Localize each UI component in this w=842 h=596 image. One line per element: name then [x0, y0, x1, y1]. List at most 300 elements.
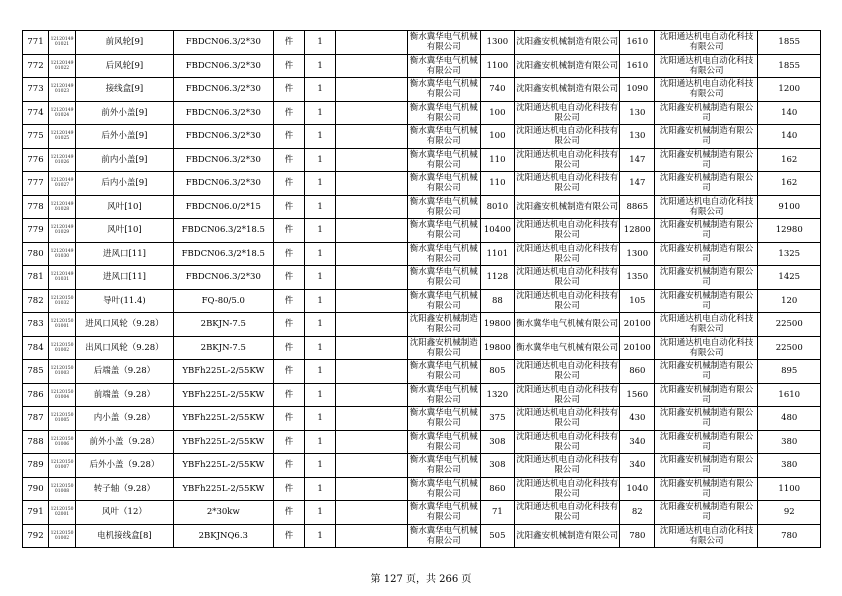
table-row — [23, 454, 821, 478]
row-number: 776 — [23, 148, 49, 172]
item-unit: 件 — [273, 501, 304, 525]
blank-cell — [336, 477, 408, 501]
row-number: 792 — [23, 524, 49, 548]
item-spec: FBDCN06.3/2*30 — [173, 172, 273, 196]
price-3: 162 — [758, 172, 821, 196]
price-3: 380 — [758, 454, 821, 478]
price-3: 780 — [758, 524, 821, 548]
row-number: 789 — [23, 454, 49, 478]
item-name: 转子轴（9.28） — [76, 477, 174, 501]
material-code: 12120150 01002 — [49, 336, 76, 360]
price-1: 110 — [480, 172, 514, 196]
supplier-2: 沈阳通达机电自动化科技有限公司 — [516, 243, 619, 264]
supplier-1: 沈阳鑫安机械制造有限公司 — [407, 313, 480, 337]
blank-cell — [336, 407, 408, 431]
item-qty: 1 — [304, 78, 335, 102]
price-3: 895 — [758, 360, 821, 384]
table-body — [23, 31, 821, 548]
item-name: 后内小盖[9] — [76, 172, 174, 196]
item-name: 后外小盖（9.28） — [76, 454, 174, 478]
price-3: 1100 — [758, 477, 821, 501]
item-name: 导叶(11.4) — [76, 289, 174, 313]
supplier-2: 沈阳通达机电自动化科技有限公司 — [516, 102, 619, 123]
material-code: 12120150 01006 — [49, 430, 76, 454]
item-qty: 1 — [304, 125, 335, 149]
price-3: 120 — [758, 289, 821, 313]
blank-cell — [336, 101, 408, 125]
item-spec: YBFh225L-2/55KW — [173, 407, 273, 431]
page-number: 第 127 页，共 266 页 — [370, 574, 472, 585]
item-name: 内小盖（9.28） — [76, 407, 174, 431]
blank-cell — [336, 383, 408, 407]
item-qty: 1 — [304, 195, 335, 219]
item-qty: 1 — [304, 501, 335, 525]
price-2: 147 — [620, 148, 655, 172]
price-3: 22500 — [758, 313, 821, 337]
price-1: 1128 — [480, 266, 514, 290]
item-name: 前内小盖[9] — [76, 148, 174, 172]
item-spec: FBDCN06.3/2*30 — [173, 125, 273, 149]
item-spec: 2BKJN-7.5 — [173, 313, 273, 337]
price-3: 140 — [758, 101, 821, 125]
item-unit: 件 — [273, 101, 304, 125]
price-2: 130 — [620, 125, 655, 149]
price-3: 1855 — [758, 54, 821, 78]
row-number: 773 — [23, 78, 49, 102]
table-row — [23, 360, 821, 384]
item-name: 前外小盖（9.28） — [76, 430, 174, 454]
item-unit: 件 — [273, 430, 304, 454]
price-2: 130 — [620, 101, 655, 125]
supplier-1: 衡水冀华电气机械有限公司 — [407, 501, 480, 525]
row-number: 777 — [23, 172, 49, 196]
row-number: 781 — [23, 266, 49, 290]
supplier-1: 衡水冀华电气机械有限公司 — [407, 172, 480, 196]
item-spec: FBDCN06.3/2*18.5 — [173, 219, 273, 243]
supplier-1: 衡水冀华电气机械有限公司 — [407, 195, 480, 219]
table-row — [23, 125, 821, 149]
item-unit: 件 — [273, 313, 304, 337]
item-spec: FQ-80/5.0 — [173, 289, 273, 313]
price-2: 20100 — [620, 336, 655, 360]
price-3: 1855 — [758, 31, 821, 55]
material-code: 12120150 01007 — [49, 454, 76, 478]
row-number: 779 — [23, 219, 49, 243]
supplier-2: 沈阳通达机电自动化科技有限公司 — [516, 361, 619, 382]
supplier-3: 沈阳鑫安机械制造有限公司 — [655, 407, 758, 431]
row-number: 790 — [23, 477, 49, 501]
material-code: 12120149 01026 — [49, 148, 76, 172]
item-qty: 1 — [304, 101, 335, 125]
supplier-2: 沈阳通达机电自动化科技有限公司 — [516, 502, 619, 523]
price-2: 1610 — [620, 31, 655, 55]
item-unit: 件 — [273, 383, 304, 407]
price-2: 340 — [620, 454, 655, 478]
supplier-2: 沈阳通达机电自动化科技有限公司 — [516, 431, 619, 452]
supplier-3: 沈阳鑫安机械制造有限公司 — [655, 501, 758, 525]
item-qty: 1 — [304, 383, 335, 407]
blank-cell — [336, 336, 408, 360]
blank-cell — [336, 524, 408, 548]
supplier-3: 沈阳鑫安机械制造有限公司 — [655, 266, 758, 290]
blank-cell — [336, 195, 408, 219]
price-2: 20100 — [620, 313, 655, 337]
price-3: 1425 — [758, 266, 821, 290]
item-name: 出风口风轮（9.28） — [76, 336, 174, 360]
supplier-1: 衡水冀华电气机械有限公司 — [407, 54, 480, 78]
row-number: 780 — [23, 242, 49, 266]
price-2: 1350 — [620, 266, 655, 290]
table-row — [23, 313, 821, 337]
supplier-2: 沈阳通达机电自动化科技有限公司 — [516, 126, 619, 147]
item-qty: 1 — [304, 407, 335, 431]
price-1: 10400 — [480, 219, 514, 243]
material-code: 12120149 01025 — [49, 125, 76, 149]
item-unit: 件 — [273, 360, 304, 384]
blank-cell — [336, 219, 408, 243]
supplier-2: 沈阳通达机电自动化科技有限公司 — [516, 290, 619, 311]
item-spec: FBDCN06.3/2*30 — [173, 54, 273, 78]
supplier-3: 沈阳鑫安机械制造有限公司 — [655, 383, 758, 407]
item-name: 后端盖（9.28） — [76, 360, 174, 384]
item-qty: 1 — [304, 360, 335, 384]
supplier-3: 沈阳通达机电自动化科技有限公司 — [655, 78, 758, 102]
item-spec: FBDCN06.3/2*30 — [173, 31, 273, 55]
item-spec: YBFh225L-2/55KW — [173, 360, 273, 384]
price-1: 19800 — [480, 336, 514, 360]
price-2: 1560 — [620, 383, 655, 407]
blank-cell — [336, 454, 408, 478]
item-name: 后风轮[9] — [76, 54, 174, 78]
item-spec: FBDCN06.3/2*30 — [173, 101, 273, 125]
price-1: 308 — [480, 454, 514, 478]
item-spec: FBDCN06.3/2*30 — [173, 78, 273, 102]
item-spec: YBFh225L-2/55KW — [173, 477, 273, 501]
item-spec: FBDCN06.0/2*15 — [173, 195, 273, 219]
supplier-1: 衡水冀华电气机械有限公司 — [407, 477, 480, 501]
row-number: 788 — [23, 430, 49, 454]
supplier-2: 沈阳鑫安机械制造有限公司 — [515, 78, 620, 102]
supplier-3: 沈阳通达机电自动化科技有限公司 — [655, 54, 758, 78]
item-unit: 件 — [273, 78, 304, 102]
price-2: 780 — [620, 524, 655, 548]
item-name: 进风口[11] — [76, 242, 174, 266]
table-row — [23, 524, 821, 548]
price-2: 82 — [620, 501, 655, 525]
table-row — [23, 430, 821, 454]
supplier-3: 沈阳鑫安机械制造有限公司 — [655, 125, 758, 149]
blank-cell — [336, 266, 408, 290]
item-spec: YBFh225L-2/55KW — [173, 430, 273, 454]
blank-cell — [336, 78, 408, 102]
price-3: 480 — [758, 407, 821, 431]
supplier-2: 衡水冀华电气机械有限公司 — [515, 336, 620, 360]
item-spec: YBFh225L-2/55KW — [173, 383, 273, 407]
supplier-3: 沈阳通达机电自动化科技有限公司 — [655, 336, 758, 360]
price-1: 308 — [480, 430, 514, 454]
supplier-3: 沈阳鑫安机械制造有限公司 — [655, 101, 758, 125]
supplier-3: 沈阳鑫安机械制造有限公司 — [655, 454, 758, 478]
table-row — [23, 54, 821, 78]
price-3: 140 — [758, 125, 821, 149]
blank-cell — [336, 31, 408, 55]
blank-cell — [336, 242, 408, 266]
item-name: 风叶[10] — [76, 195, 174, 219]
material-code: 12120149 01021 — [49, 31, 76, 55]
item-qty: 1 — [304, 54, 335, 78]
blank-cell — [336, 125, 408, 149]
supplier-2: 沈阳通达机电自动化科技有限公司 — [516, 384, 619, 405]
price-3: 12980 — [758, 219, 821, 243]
price-1: 71 — [480, 501, 514, 525]
supplier-2: 沈阳通达机电自动化科技有限公司 — [516, 455, 619, 476]
price-1: 740 — [480, 78, 514, 102]
supplier-3: 沈阳通达机电自动化科技有限公司 — [655, 195, 758, 219]
item-spec: FBDCN06.3/2*30 — [173, 148, 273, 172]
item-qty: 1 — [304, 313, 335, 337]
material-code: 12120149 01029 — [49, 219, 76, 243]
item-name: 前端盖（9.28） — [76, 383, 174, 407]
item-unit: 件 — [273, 242, 304, 266]
item-spec: 2BKJNQ6.3 — [173, 524, 273, 548]
item-unit: 件 — [273, 477, 304, 501]
item-unit: 件 — [273, 172, 304, 196]
supplier-1: 衡水冀华电气机械有限公司 — [407, 454, 480, 478]
table-row — [23, 78, 821, 102]
row-number: 791 — [23, 501, 49, 525]
price-1: 8010 — [480, 195, 514, 219]
blank-cell — [336, 313, 408, 337]
supplier-3: 沈阳通达机电自动化科技有限公司 — [655, 31, 758, 55]
material-code: 12120150 01003 — [49, 360, 76, 384]
price-2: 1610 — [620, 54, 655, 78]
item-name: 进风口[11] — [76, 266, 174, 290]
price-2: 430 — [620, 407, 655, 431]
supplier-2: 沈阳鑫安机械制造有限公司 — [515, 54, 620, 78]
price-2: 1090 — [620, 78, 655, 102]
supplier-3: 沈阳通达机电自动化科技有限公司 — [655, 313, 758, 337]
supplier-1: 衡水冀华电气机械有限公司 — [407, 289, 480, 313]
supplier-1: 沈阳鑫安机械制造有限公司 — [407, 336, 480, 360]
item-spec: FBDCN06.3/2*18.5 — [173, 242, 273, 266]
row-number: 784 — [23, 336, 49, 360]
supplier-2: 沈阳通达机电自动化科技有限公司 — [516, 478, 619, 499]
supplier-1: 衡水冀华电气机械有限公司 — [407, 430, 480, 454]
supplier-1: 衡水冀华电气机械有限公司 — [407, 242, 480, 266]
item-qty: 1 — [304, 172, 335, 196]
item-qty: 1 — [304, 266, 335, 290]
price-1: 375 — [480, 407, 514, 431]
item-unit: 件 — [273, 289, 304, 313]
material-code: 12120150 01032 — [49, 289, 76, 313]
item-name: 风叶[10] — [76, 219, 174, 243]
row-number: 787 — [23, 407, 49, 431]
material-code: 12120150 01008 — [49, 477, 76, 501]
price-1: 805 — [480, 360, 514, 384]
price-3: 22500 — [758, 336, 821, 360]
price-comparison-table — [22, 30, 821, 548]
item-spec: 2BKJN-7.5 — [173, 336, 273, 360]
price-1: 860 — [480, 477, 514, 501]
row-number: 785 — [23, 360, 49, 384]
material-code: 12120149 01022 — [49, 54, 76, 78]
item-name: 进风口风轮（9.28） — [76, 313, 174, 337]
supplier-3: 沈阳鑫安机械制造有限公司 — [655, 242, 758, 266]
row-number: 775 — [23, 125, 49, 149]
price-2: 340 — [620, 430, 655, 454]
blank-cell — [336, 148, 408, 172]
item-qty: 1 — [304, 477, 335, 501]
supplier-3: 沈阳鑫安机械制造有限公司 — [655, 219, 758, 243]
supplier-2: 沈阳通达机电自动化科技有限公司 — [516, 173, 619, 194]
item-unit: 件 — [273, 336, 304, 360]
item-unit: 件 — [273, 454, 304, 478]
price-3: 9100 — [758, 195, 821, 219]
supplier-2: 沈阳通达机电自动化科技有限公司 — [516, 267, 619, 288]
item-qty: 1 — [304, 430, 335, 454]
item-qty: 1 — [304, 242, 335, 266]
price-3: 1200 — [758, 78, 821, 102]
item-unit: 件 — [273, 125, 304, 149]
blank-cell — [336, 430, 408, 454]
table-row — [23, 477, 821, 501]
row-number: 783 — [23, 313, 49, 337]
price-3: 380 — [758, 430, 821, 454]
price-3: 162 — [758, 148, 821, 172]
supplier-2: 沈阳通达机电自动化科技有限公司 — [516, 220, 619, 241]
material-code: 12120150 01002 — [49, 524, 76, 548]
supplier-1: 衡水冀华电气机械有限公司 — [407, 101, 480, 125]
price-2: 105 — [620, 289, 655, 313]
material-code: 12120149 01030 — [49, 242, 76, 266]
blank-cell — [336, 289, 408, 313]
supplier-1: 衡水冀华电气机械有限公司 — [407, 266, 480, 290]
item-spec: FBDCN06.3/2*30 — [173, 266, 273, 290]
table-row — [23, 407, 821, 431]
material-code: 12120149 01023 — [49, 78, 76, 102]
material-code: 12120150 02001 — [49, 501, 76, 525]
item-qty: 1 — [304, 289, 335, 313]
price-2: 1040 — [620, 477, 655, 501]
table-row — [23, 101, 821, 125]
item-name: 后外小盖[9] — [76, 125, 174, 149]
table-row — [23, 383, 821, 407]
supplier-1: 衡水冀华电气机械有限公司 — [407, 360, 480, 384]
supplier-1: 衡水冀华电气机械有限公司 — [407, 383, 480, 407]
price-3: 92 — [758, 501, 821, 525]
price-1: 19800 — [480, 313, 514, 337]
price-2: 147 — [620, 172, 655, 196]
table-row — [23, 219, 821, 243]
table-row — [23, 31, 821, 55]
supplier-1: 衡水冀华电气机械有限公司 — [407, 125, 480, 149]
item-qty: 1 — [304, 219, 335, 243]
item-name: 接线盒[9] — [76, 78, 174, 102]
price-1: 100 — [480, 125, 514, 149]
item-unit: 件 — [273, 148, 304, 172]
blank-cell — [336, 501, 408, 525]
supplier-1: 衡水冀华电气机械有限公司 — [407, 524, 480, 548]
supplier-1: 衡水冀华电气机械有限公司 — [407, 219, 480, 243]
price-2: 8865 — [620, 195, 655, 219]
material-code: 12120149 01031 — [49, 266, 76, 290]
row-number: 774 — [23, 101, 49, 125]
item-spec: 2*30kw — [173, 501, 273, 525]
supplier-3: 沈阳通达机电自动化科技有限公司 — [655, 524, 758, 548]
supplier-1: 衡水冀华电气机械有限公司 — [407, 407, 480, 431]
table-row — [23, 172, 821, 196]
item-name: 前外小盖[9] — [76, 101, 174, 125]
price-1: 1300 — [480, 31, 514, 55]
item-unit: 件 — [273, 31, 304, 55]
item-unit: 件 — [273, 266, 304, 290]
price-2: 860 — [620, 360, 655, 384]
price-1: 1320 — [480, 383, 514, 407]
item-qty: 1 — [304, 148, 335, 172]
supplier-2: 沈阳通达机电自动化科技有限公司 — [516, 408, 619, 429]
price-1: 505 — [480, 524, 514, 548]
item-qty: 1 — [304, 336, 335, 360]
table-row — [23, 501, 821, 525]
item-qty: 1 — [304, 524, 335, 548]
item-qty: 1 — [304, 454, 335, 478]
supplier-2: 沈阳鑫安机械制造有限公司 — [515, 31, 620, 55]
row-number: 782 — [23, 289, 49, 313]
material-code: 12120150 01005 — [49, 407, 76, 431]
price-1: 110 — [480, 148, 514, 172]
table-row — [23, 148, 821, 172]
table-row — [23, 195, 821, 219]
supplier-3: 沈阳鑫安机械制造有限公司 — [655, 148, 758, 172]
row-number: 786 — [23, 383, 49, 407]
blank-cell — [336, 360, 408, 384]
supplier-1: 衡水冀华电气机械有限公司 — [407, 31, 480, 55]
supplier-2: 沈阳通达机电自动化科技有限公司 — [516, 149, 619, 170]
material-code: 12120150 01004 — [49, 383, 76, 407]
supplier-3: 沈阳鑫安机械制造有限公司 — [655, 477, 758, 501]
blank-cell — [336, 172, 408, 196]
supplier-2: 沈阳鑫安机械制造有限公司 — [515, 195, 620, 219]
price-1: 88 — [480, 289, 514, 313]
supplier-1: 衡水冀华电气机械有限公司 — [407, 78, 480, 102]
row-number: 772 — [23, 54, 49, 78]
row-number: 778 — [23, 195, 49, 219]
price-3: 1325 — [758, 242, 821, 266]
item-unit: 件 — [273, 524, 304, 548]
supplier-1: 衡水冀华电气机械有限公司 — [407, 148, 480, 172]
price-1: 1101 — [480, 242, 514, 266]
material-code: 12120149 01028 — [49, 195, 76, 219]
table-row — [23, 266, 821, 290]
item-unit: 件 — [273, 195, 304, 219]
price-1: 100 — [480, 101, 514, 125]
item-name: 风叶（12） — [76, 501, 174, 525]
material-code: 12120150 01001 — [49, 313, 76, 337]
item-spec: YBFh225L-2/55KW — [173, 454, 273, 478]
item-unit: 件 — [273, 219, 304, 243]
price-2: 12800 — [620, 219, 655, 243]
item-unit: 件 — [273, 407, 304, 431]
price-3: 1610 — [758, 383, 821, 407]
item-name: 电机接线盒[8] — [76, 524, 174, 548]
supplier-3: 沈阳鑫安机械制造有限公司 — [655, 360, 758, 384]
supplier-3: 沈阳鑫安机械制造有限公司 — [655, 289, 758, 313]
price-1: 1100 — [480, 54, 514, 78]
item-unit: 件 — [273, 54, 304, 78]
supplier-2: 沈阳鑫安机械制造有限公司 — [515, 524, 620, 548]
supplier-3: 沈阳鑫安机械制造有限公司 — [655, 430, 758, 454]
material-code: 12120149 01024 — [49, 101, 76, 125]
